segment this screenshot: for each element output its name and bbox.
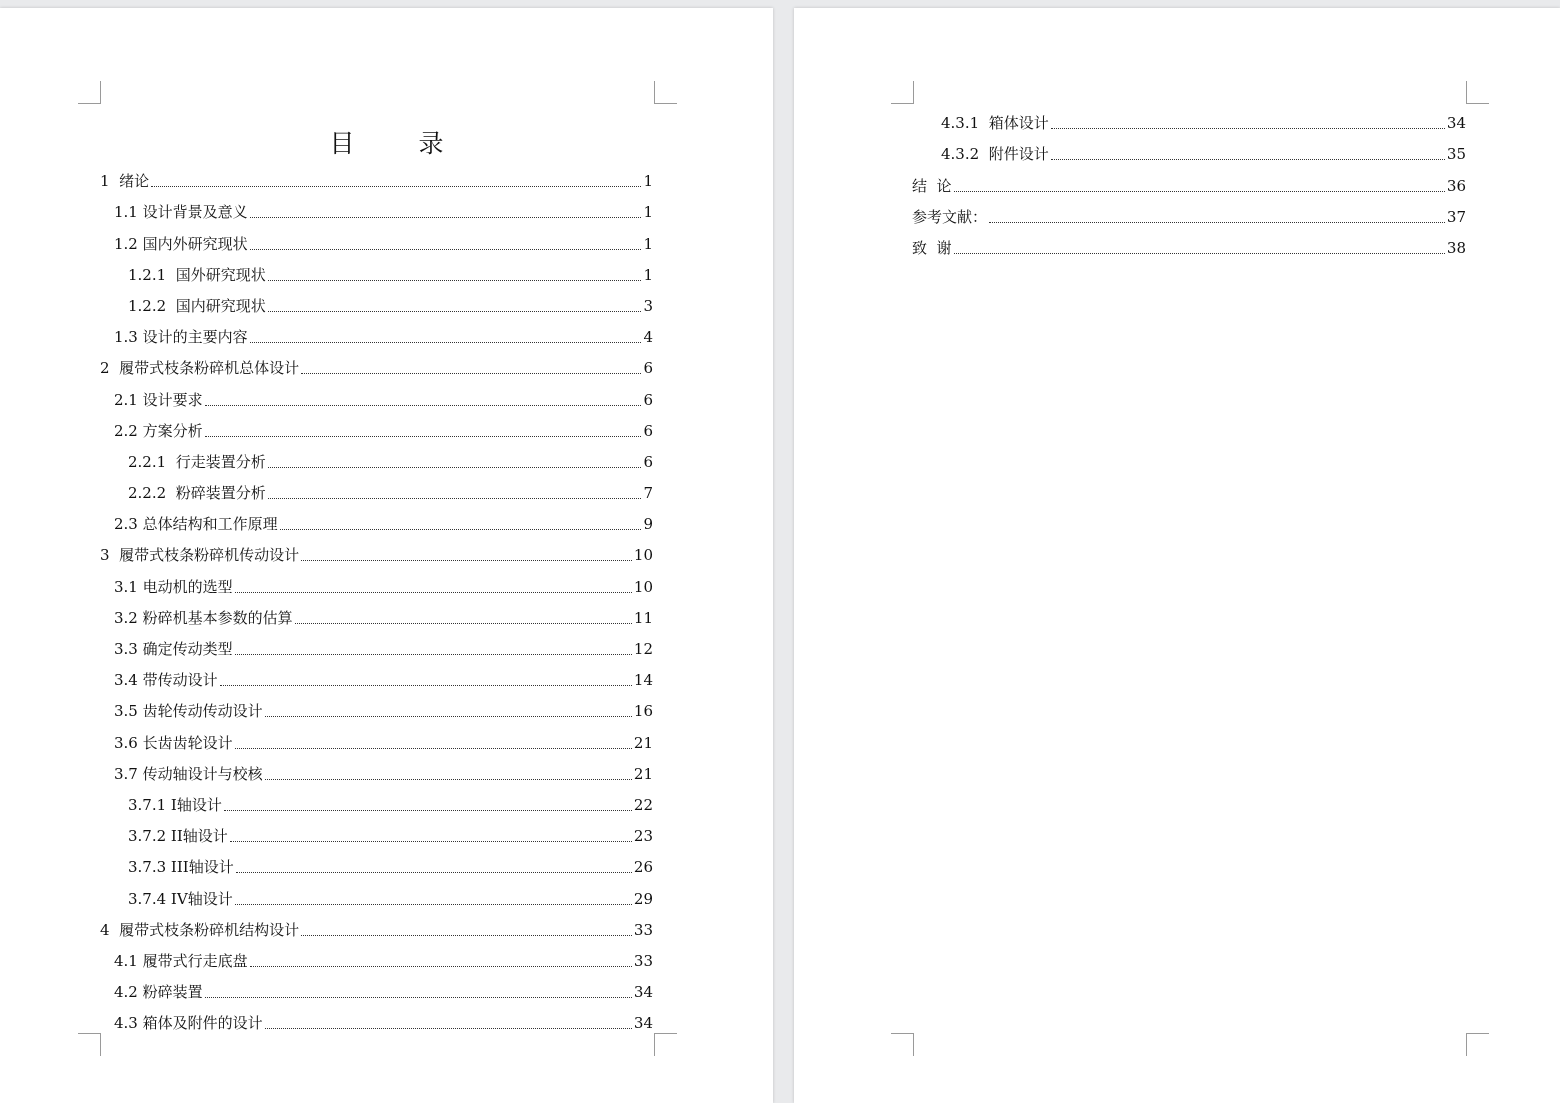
toc-dot-leader xyxy=(151,185,641,187)
toc-entry-label: 3.7 传动轴设计与校核 xyxy=(114,764,263,783)
toc-entry-page-number: 34 xyxy=(633,983,653,1002)
toc-entry-label: 4.2 粉碎装置 xyxy=(114,983,203,1002)
toc-entry-label: 2.3 总体结构和工作原理 xyxy=(114,515,278,534)
toc-entry[interactable] xyxy=(100,350,653,381)
toc-dot-leader xyxy=(220,684,632,686)
toc-entry-page-number: 6 xyxy=(643,421,653,440)
toc-entry-page-number: 6 xyxy=(643,359,653,378)
toc-entry-page-number: 33 xyxy=(633,951,653,970)
margin-corner-mark xyxy=(78,81,101,104)
toc-entry-label: 2.1 设计要求 xyxy=(114,390,203,409)
toc-list-page-1 xyxy=(100,163,653,1036)
toc-entry[interactable] xyxy=(100,1005,653,1036)
toc-entry-page-number: 34 xyxy=(1446,114,1466,133)
toc-dot-leader xyxy=(205,996,632,998)
toc-entry-label: 3.4 带传动设计 xyxy=(114,671,218,690)
toc-entry[interactable] xyxy=(100,225,653,256)
toc-entry[interactable] xyxy=(100,475,653,506)
margin-corner-mark xyxy=(891,81,914,104)
toc-dot-leader xyxy=(250,248,641,250)
toc-entry[interactable] xyxy=(100,693,653,724)
toc-entry-page-number: 37 xyxy=(1446,207,1466,226)
toc-entry-label: 4.3.1 箱体设计 xyxy=(941,114,1049,133)
toc-entry-page-number: 29 xyxy=(633,889,653,908)
toc-dot-leader xyxy=(280,528,641,530)
toc-entry[interactable] xyxy=(100,288,653,319)
margin-corner-mark xyxy=(78,1033,101,1056)
toc-entry-page-number: 6 xyxy=(643,452,653,471)
toc-dot-leader xyxy=(265,715,632,717)
toc-entry-page-number: 38 xyxy=(1446,238,1466,257)
toc-dot-leader xyxy=(250,216,641,218)
toc-dot-leader xyxy=(205,435,641,437)
toc-entry[interactable] xyxy=(100,631,653,662)
margin-corner-mark xyxy=(654,81,677,104)
toc-entry-label: 3.5 齿轮传动传动设计 xyxy=(114,702,263,721)
toc-dot-leader xyxy=(301,934,632,936)
toc-entry-label: 3.7.1 I轴设计 xyxy=(128,795,222,814)
toc-entry-label: 3.6 长齿齿轮设计 xyxy=(114,733,233,752)
toc-entry-page-number: 1 xyxy=(643,265,653,284)
toc-entry-page-number: 1 xyxy=(643,172,653,191)
toc-entry-label: 3.3 确定传动类型 xyxy=(114,640,233,658)
toc-entry[interactable] xyxy=(912,105,1466,136)
toc-dot-leader xyxy=(235,747,632,749)
toc-dot-leader xyxy=(954,252,1445,254)
toc-dot-leader xyxy=(268,310,641,312)
toc-dot-leader xyxy=(205,404,641,406)
toc-entry[interactable] xyxy=(100,756,653,787)
toc-entry-page-number: 16 xyxy=(633,702,653,721)
margin-corner-mark xyxy=(891,1033,914,1056)
toc-entry[interactable] xyxy=(100,194,653,225)
toc-entry[interactable] xyxy=(100,600,653,631)
toc-dot-leader xyxy=(224,809,632,811)
toc-entry[interactable] xyxy=(100,880,653,911)
toc-entry-label: 4.1 履带式行走底盘 xyxy=(114,951,248,970)
toc-dot-leader xyxy=(250,341,641,343)
toc-dot-leader xyxy=(230,840,632,842)
margin-corner-mark xyxy=(654,1033,677,1056)
toc-entry-page-number: 1 xyxy=(643,234,653,253)
toc-entry-page-number: 10 xyxy=(633,577,653,596)
toc-entry-page-number: 26 xyxy=(633,858,653,877)
toc-dot-leader xyxy=(268,466,641,468)
toc-entry-page-number: 36 xyxy=(1446,176,1466,195)
toc-dot-leader xyxy=(235,591,632,593)
toc-entry-label: 3.1 电动机的选型 xyxy=(114,577,233,596)
toc-entry[interactable] xyxy=(100,943,653,974)
toc-entry-label: 2 履带式枝条粉碎机总体设计 xyxy=(100,359,300,378)
toc-entry-label: 2.2.1 行走装置分析 xyxy=(128,452,266,471)
toc-entry[interactable] xyxy=(100,568,653,599)
toc-entry-label: 2.2 方案分析 xyxy=(114,421,203,440)
toc-entry[interactable] xyxy=(100,787,653,818)
toc-entry-page-number: 14 xyxy=(633,671,653,690)
toc-entry-page-number: 22 xyxy=(633,795,653,814)
toc-entry-label: 3.7.2 II轴设计 xyxy=(128,827,228,846)
toc-dot-leader xyxy=(265,1027,632,1029)
toc-entry[interactable] xyxy=(912,167,1466,198)
toc-dot-leader xyxy=(235,653,632,655)
toc-entry[interactable] xyxy=(100,257,653,288)
toc-entry[interactable] xyxy=(100,974,653,1005)
toc-entry[interactable] xyxy=(100,506,653,537)
toc-entry-page-number: 11 xyxy=(633,608,653,627)
toc-entry-label: 1.2 国内外研究现状 xyxy=(114,234,248,253)
toc-entry-page-number: 34 xyxy=(633,1014,653,1033)
toc-dot-leader xyxy=(1051,158,1445,160)
toc-entry-page-number: 23 xyxy=(633,827,653,846)
margin-corner-mark xyxy=(1466,81,1489,104)
margin-corner-mark xyxy=(1466,1033,1489,1056)
toc-entry-label: 3.2 粉碎机基本参数的估算 xyxy=(114,608,293,627)
toc-entry-page-number: 12 xyxy=(633,640,653,658)
toc-entry-label: 4 履带式枝条粉碎机结构设计 xyxy=(100,920,300,939)
toc-entry-page-number: 10 xyxy=(633,546,653,565)
toc-entry-page-number: 21 xyxy=(633,764,653,783)
toc-entry[interactable] xyxy=(100,849,653,880)
toc-entry[interactable] xyxy=(100,444,653,475)
toc-entry-label: 2.2.2 粉碎装置分析 xyxy=(128,484,266,503)
toc-entry[interactable] xyxy=(100,163,653,194)
toc-entry-label: 1.2.2 国内研究现状 xyxy=(128,296,266,315)
toc-dot-leader xyxy=(954,190,1445,192)
toc-entry[interactable] xyxy=(912,230,1466,261)
toc-entry-page-number: 1 xyxy=(643,203,653,222)
toc-dot-leader xyxy=(989,221,1445,223)
toc-entry-page-number: 3 xyxy=(643,296,653,315)
toc-title: 目 录 xyxy=(329,129,472,158)
toc-entry[interactable] xyxy=(100,912,653,943)
toc-dot-leader xyxy=(295,622,632,624)
toc-entry-label: 结 论 xyxy=(912,176,952,195)
toc-entry-label: 1.3 设计的主要内容 xyxy=(114,328,248,347)
toc-entry-label: 参考文献： xyxy=(912,207,988,226)
toc-entry-label: 1.2.1 国外研究现状 xyxy=(128,265,266,284)
toc-entry-label: 3.7.4 IV轴设计 xyxy=(128,889,233,908)
toc-dot-leader xyxy=(268,279,641,281)
toc-dot-leader xyxy=(236,871,632,873)
toc-entry-page-number: 21 xyxy=(633,733,653,752)
toc-entry[interactable] xyxy=(912,199,1466,230)
toc-dot-leader xyxy=(301,372,641,374)
toc-entry-page-number: 6 xyxy=(643,390,653,409)
toc-list-page-2 xyxy=(912,105,1466,261)
toc-dot-leader xyxy=(235,903,632,905)
toc-entry-label: 3 履带式枝条粉碎机传动设计 xyxy=(100,546,300,565)
toc-entry[interactable] xyxy=(912,136,1466,167)
toc-entry-label: 4.3 箱体及附件的设计 xyxy=(114,1014,263,1033)
toc-dot-leader xyxy=(301,559,632,561)
toc-entry[interactable] xyxy=(100,724,653,755)
toc-dot-leader xyxy=(1051,127,1445,129)
toc-entry-label: 1.1 设计背景及意义 xyxy=(114,203,248,222)
toc-entry-label: 致 谢 xyxy=(912,238,952,257)
toc-dot-leader xyxy=(265,778,632,780)
toc-entry[interactable] xyxy=(100,319,653,350)
toc-entry-label: 4.3.2 附件设计 xyxy=(941,145,1049,164)
toc-entry-page-number: 33 xyxy=(633,920,653,939)
toc-entry[interactable] xyxy=(100,381,653,412)
toc-entry-label: 3.7.3 III轴设计 xyxy=(128,858,234,877)
toc-entry-page-number: 35 xyxy=(1446,145,1466,164)
toc-entry[interactable] xyxy=(100,662,653,693)
toc-entry[interactable] xyxy=(100,818,653,849)
toc-entry[interactable] xyxy=(100,413,653,444)
toc-entry-page-number: 4 xyxy=(643,328,653,347)
toc-dot-leader xyxy=(250,965,632,967)
toc-entry-page-number: 7 xyxy=(643,484,653,503)
toc-dot-leader xyxy=(268,497,641,499)
toc-entry-label: 1 绪论 xyxy=(100,172,150,191)
toc-entry-page-number: 9 xyxy=(643,515,653,534)
toc-entry[interactable] xyxy=(100,537,653,568)
